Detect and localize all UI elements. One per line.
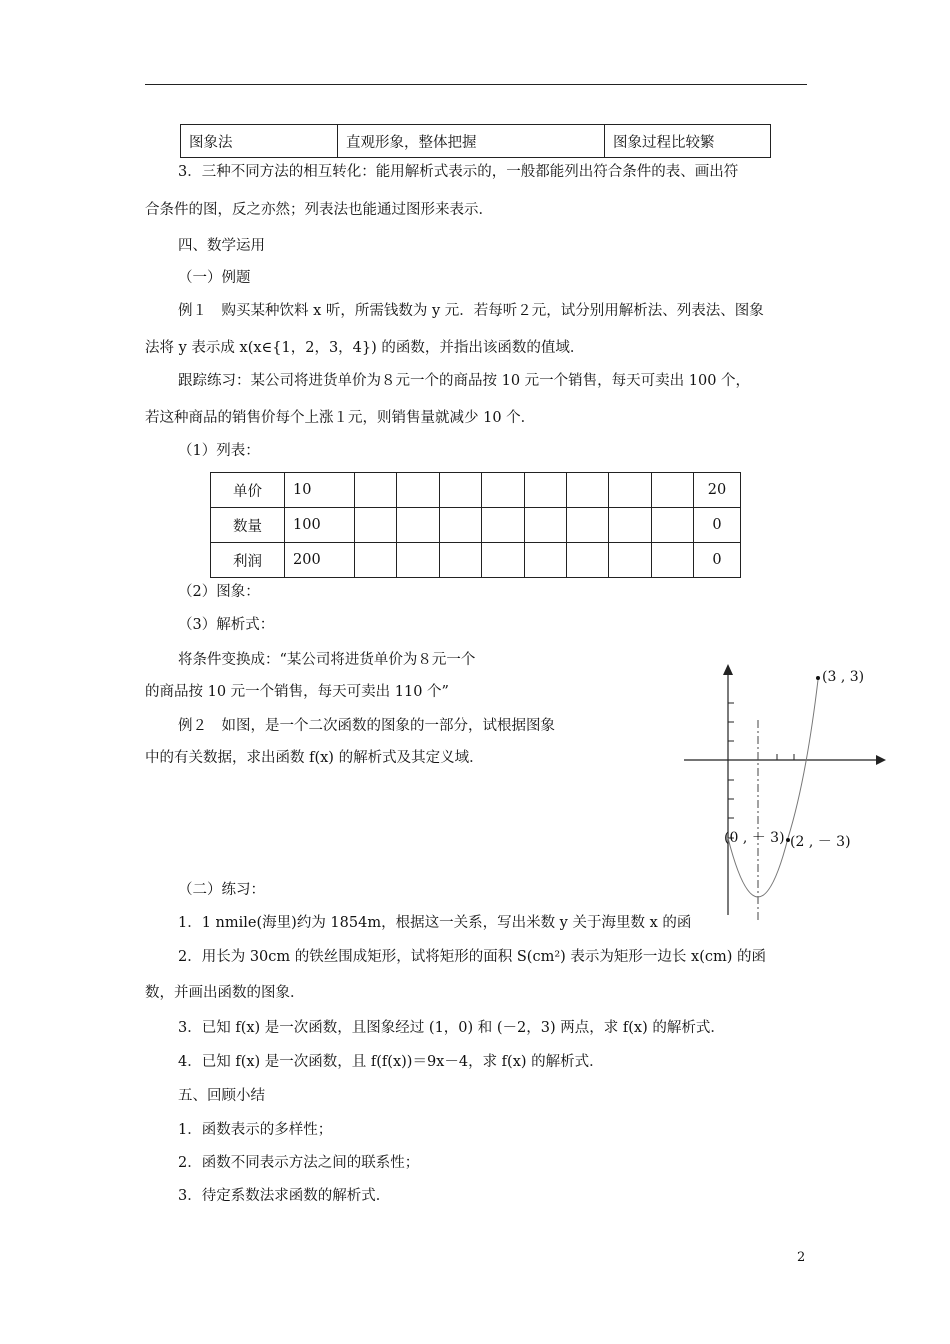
table-cell (397, 543, 439, 578)
table-cell: 20 (694, 473, 741, 508)
paragraph: 数，并画出函数的图象． (145, 985, 305, 1001)
table-cell (524, 508, 566, 543)
table-cell (355, 543, 397, 578)
list-label: （1）列表： (178, 443, 260, 459)
method-table (180, 124, 771, 158)
table-cell (566, 508, 608, 543)
table-cell (355, 473, 397, 508)
paragraph: 2．函数不同表示方法之间的联系性； (178, 1155, 420, 1171)
table-cell (566, 543, 608, 578)
quadratic-graph (682, 660, 892, 922)
section-heading: 五、回顾小结 (178, 1088, 265, 1104)
paragraph: 中的有关数据，求出函数 f(x) 的解析式及其定义域． (145, 750, 484, 766)
table-cell (524, 543, 566, 578)
paragraph: 若这种商品的销售价每个上涨１元，则销售量就减少 10 个． (145, 410, 536, 426)
table-row (211, 508, 741, 543)
table-row (181, 125, 771, 158)
table-cell: 数量 (211, 508, 285, 543)
table-cell: 200 (285, 543, 355, 578)
table-cell (482, 508, 524, 543)
page-number: 2 (797, 1250, 806, 1265)
paragraph: 3．待定系数法求函数的解析式． (178, 1188, 391, 1204)
point-label: (3 , 3) (822, 669, 865, 685)
paragraph: 4．已知 f(x) 是一次函数，且 f(f(x))＝9x－4，求 f(x) 的解析式． (178, 1054, 604, 1070)
table-cell (651, 508, 693, 543)
paragraph: 合条件的图，反之亦然；列表法也能通过图形来表示． (145, 202, 493, 218)
table-cell (439, 543, 481, 578)
table-row (211, 543, 741, 578)
table-cell: 单价 (211, 473, 285, 508)
table-cell (482, 543, 524, 578)
paragraph: 将条件变换成：“某公司将进货单价为８元一个 (178, 652, 476, 668)
table-cell (397, 508, 439, 543)
table-cell (439, 508, 481, 543)
parabola-curve (728, 680, 818, 897)
table-cell (609, 473, 651, 508)
table-cell (524, 473, 566, 508)
table-cell: 10 (285, 473, 355, 508)
paragraph: 1．1 nmile(海里)约为 1854m，根据这一关系，写出米数 y 关于海里数 x 的函 (178, 915, 692, 931)
graph-label: （2）图象： (178, 584, 260, 600)
point-label: (2 , － 3) (790, 834, 851, 850)
table-cell: 直观形象，整体把握 (338, 125, 605, 158)
table-row (211, 473, 741, 508)
paragraph: 跟踪练习：某公司将进货单价为８元一个的商品按 10 元一个销售，每天可卖出 100 个， (178, 373, 751, 389)
subsection-heading: （二）练习： (178, 882, 265, 898)
paragraph: 1．函数表示的多样性； (178, 1122, 333, 1138)
table-cell: 100 (285, 508, 355, 543)
x-axis-arrow-icon (876, 755, 886, 765)
table-cell: 0 (694, 508, 741, 543)
table-cell (397, 473, 439, 508)
table-cell (355, 508, 397, 543)
table-cell (609, 508, 651, 543)
table-cell (566, 473, 608, 508)
point-label: (0 , － 3) (724, 830, 785, 846)
paragraph: 3．已知 f(x) 是一次函数，且图象经过 (1，0) 和 (－2，3) 两点，求 f(x) 的解析式． (178, 1020, 725, 1036)
table-cell (482, 473, 524, 508)
header-rule (145, 84, 807, 85)
y-axis-arrow-icon (723, 664, 733, 675)
point-marker (816, 676, 820, 680)
table-cell: 图象法 (181, 125, 338, 158)
paragraph: 2．用长为 30cm 的铁丝围成矩形，试将矩形的面积 S(cm²) 表示为矩形一边长 x(cm) 的函 (178, 949, 766, 965)
price-table (210, 472, 741, 578)
paragraph: 例２ 如图，是一个二次函数的图象的一部分，试根据图象 (178, 718, 555, 734)
table-cell: 利润 (211, 543, 285, 578)
paragraph: 3．三种不同方法的相互转化：能用解析式表示的，一般都能列出符合条件的表、画出符 (178, 164, 739, 180)
table-cell: 0 (694, 543, 741, 578)
subsection-heading: （一）例题 (178, 270, 251, 286)
table-cell: 图象过程比较繁 (605, 125, 771, 158)
table-cell (609, 543, 651, 578)
analytic-label: （3）解析式： (178, 617, 275, 633)
paragraph: 例１ 购买某种饮料 x 听，所需钱数为 y 元．若每听２元，试分别用解析法、列表法、图象 (178, 303, 764, 319)
table-cell (651, 473, 693, 508)
section-heading: 四、数学运用 (178, 238, 265, 254)
paragraph: 的商品按 10 元一个销售，每天可卖出 110 个” (145, 684, 449, 700)
table-cell (439, 473, 481, 508)
table-cell (651, 543, 693, 578)
paragraph: 法将 y 表示成 x(x∈{1，2，3，4}) 的函数，并指出该函数的值域． (145, 340, 585, 356)
